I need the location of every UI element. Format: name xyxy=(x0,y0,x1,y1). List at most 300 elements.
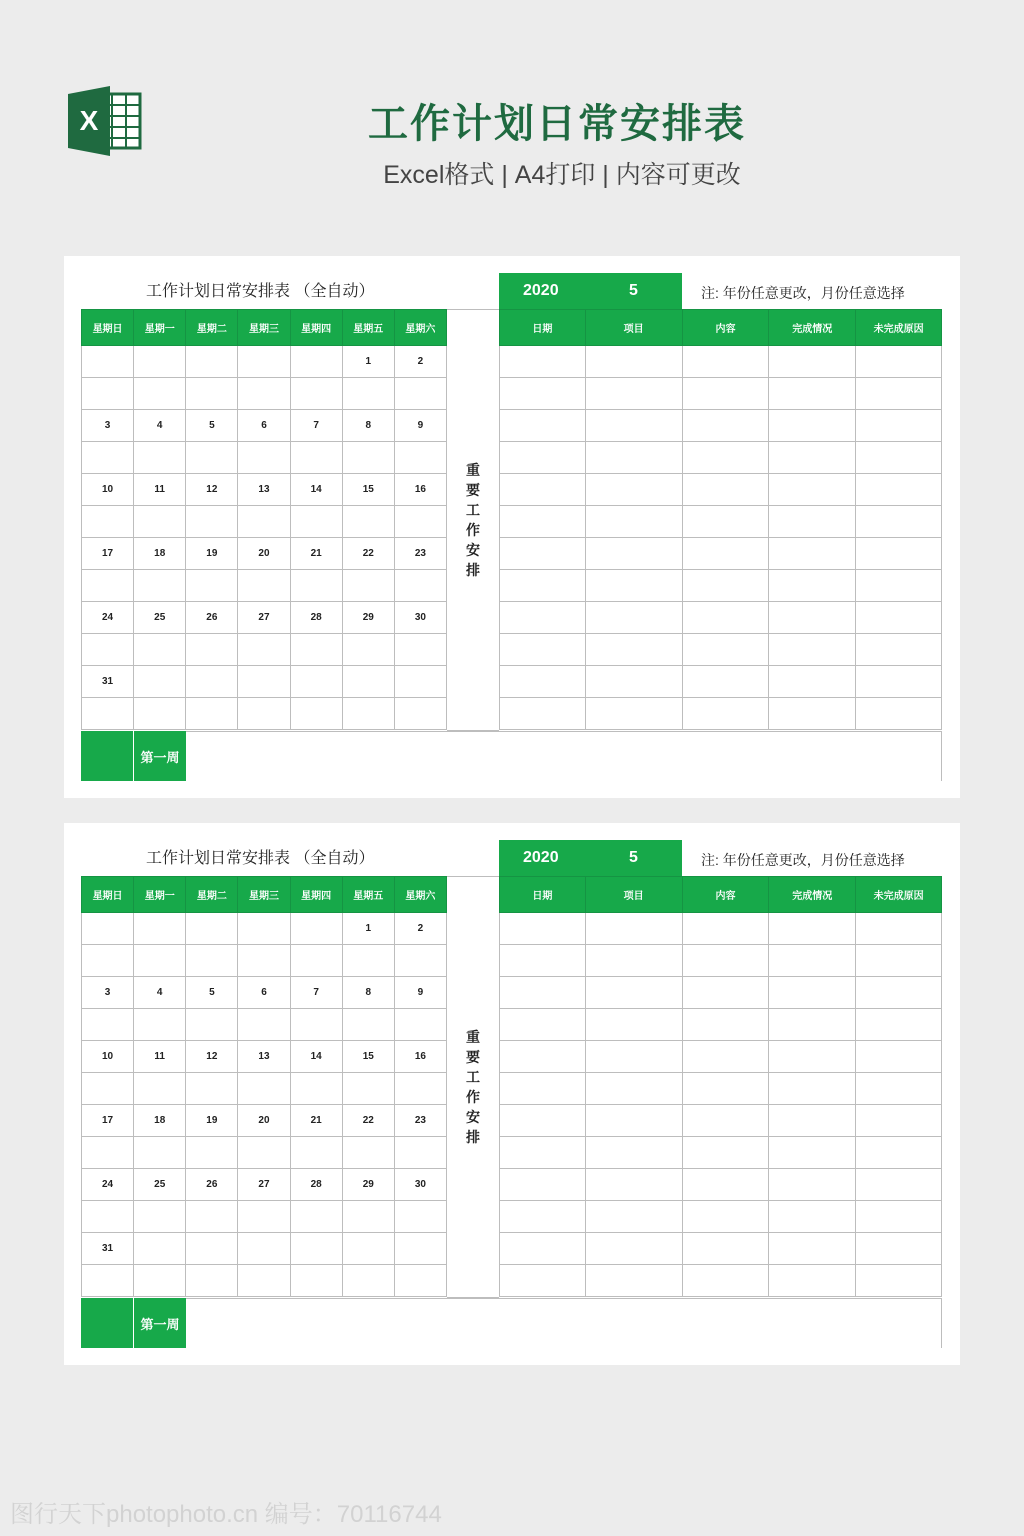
plan-cell[interactable] xyxy=(769,410,856,442)
calendar-cell[interactable]: 19 xyxy=(186,538,238,570)
plan-cell[interactable] xyxy=(856,977,942,1009)
calendar-cell[interactable] xyxy=(238,1201,290,1233)
calendar-cell[interactable]: 24 xyxy=(82,602,134,634)
plan-cell[interactable] xyxy=(769,977,856,1009)
calendar-cell[interactable]: 1 xyxy=(342,346,394,378)
plan-cell[interactable] xyxy=(500,1169,586,1201)
year-month-box[interactable] xyxy=(499,840,682,876)
plan-cell[interactable] xyxy=(500,538,586,570)
calendar-cell[interactable] xyxy=(394,1233,446,1265)
calendar-cell[interactable] xyxy=(238,666,290,698)
plan-cell[interactable] xyxy=(856,538,942,570)
calendar-cell[interactable]: 7 xyxy=(290,410,342,442)
plan-cell[interactable] xyxy=(769,1041,856,1073)
calendar-cell[interactable]: 13 xyxy=(238,1041,290,1073)
calendar-cell[interactable]: 31 xyxy=(82,666,134,698)
plan-cell[interactable] xyxy=(856,1105,942,1137)
calendar-cell[interactable]: 2 xyxy=(394,346,446,378)
plan-cell[interactable] xyxy=(585,1201,682,1233)
calendar-cell[interactable] xyxy=(342,698,394,730)
calendar-cell[interactable] xyxy=(134,1233,186,1265)
plan-cell[interactable] xyxy=(769,602,856,634)
plan-cell[interactable] xyxy=(856,1201,942,1233)
calendar-cell[interactable]: 15 xyxy=(342,1041,394,1073)
calendar-cell[interactable] xyxy=(134,1265,186,1297)
calendar-cell[interactable]: 14 xyxy=(290,1041,342,1073)
calendar-cell[interactable] xyxy=(238,1137,290,1169)
plan-cell[interactable] xyxy=(682,1105,769,1137)
calendar-cell[interactable]: 20 xyxy=(238,538,290,570)
calendar-cell[interactable]: 5 xyxy=(186,410,238,442)
plan-cell[interactable] xyxy=(585,666,682,698)
calendar-cell[interactable] xyxy=(290,945,342,977)
calendar-cell[interactable]: 29 xyxy=(342,602,394,634)
plan-cell[interactable] xyxy=(856,1041,942,1073)
calendar-cell[interactable] xyxy=(186,506,238,538)
plan-cell[interactable] xyxy=(500,1265,586,1297)
calendar-cell[interactable] xyxy=(134,570,186,602)
calendar-cell[interactable] xyxy=(186,698,238,730)
calendar-cell[interactable] xyxy=(290,346,342,378)
plan-cell[interactable] xyxy=(769,1137,856,1169)
plan-cell[interactable] xyxy=(500,1041,586,1073)
plan-cell[interactable] xyxy=(682,474,769,506)
calendar-cell[interactable] xyxy=(238,1265,290,1297)
calendar-cell[interactable] xyxy=(134,945,186,977)
plan-cell[interactable] xyxy=(682,1201,769,1233)
calendar-cell[interactable]: 17 xyxy=(82,538,134,570)
calendar-cell[interactable] xyxy=(186,1265,238,1297)
plan-cell[interactable] xyxy=(856,1137,942,1169)
plan-cell[interactable] xyxy=(585,1073,682,1105)
plan-cell[interactable] xyxy=(500,570,586,602)
calendar-cell[interactable] xyxy=(238,570,290,602)
calendar-cell[interactable] xyxy=(186,945,238,977)
calendar-cell[interactable]: 6 xyxy=(238,410,290,442)
calendar-cell[interactable]: 28 xyxy=(290,602,342,634)
calendar-cell[interactable]: 20 xyxy=(238,1105,290,1137)
plan-cell[interactable] xyxy=(856,634,942,666)
plan-cell[interactable] xyxy=(585,506,682,538)
plan-cell[interactable] xyxy=(856,346,942,378)
calendar-cell[interactable] xyxy=(238,378,290,410)
plan-cell[interactable] xyxy=(585,410,682,442)
calendar-cell[interactable] xyxy=(394,1009,446,1041)
plan-cell[interactable] xyxy=(585,1265,682,1297)
calendar-cell[interactable]: 17 xyxy=(82,1105,134,1137)
calendar-cell[interactable]: 6 xyxy=(238,977,290,1009)
plan-cell[interactable] xyxy=(769,666,856,698)
plan-cell[interactable] xyxy=(769,1201,856,1233)
plan-cell[interactable] xyxy=(769,1009,856,1041)
plan-cell[interactable] xyxy=(769,378,856,410)
plan-cell[interactable] xyxy=(682,1041,769,1073)
plan-cell[interactable] xyxy=(585,913,682,945)
calendar-cell[interactable] xyxy=(290,913,342,945)
calendar-cell[interactable] xyxy=(238,913,290,945)
plan-cell[interactable] xyxy=(856,945,942,977)
plan-cell[interactable] xyxy=(856,378,942,410)
plan-cell[interactable] xyxy=(682,1137,769,1169)
calendar-cell[interactable] xyxy=(82,698,134,730)
calendar-cell[interactable] xyxy=(134,442,186,474)
calendar-cell[interactable] xyxy=(290,378,342,410)
calendar-cell[interactable] xyxy=(238,634,290,666)
calendar-cell[interactable]: 14 xyxy=(290,474,342,506)
calendar-cell[interactable]: 18 xyxy=(134,1105,186,1137)
calendar-cell[interactable]: 3 xyxy=(82,410,134,442)
calendar-cell[interactable] xyxy=(394,666,446,698)
calendar-cell[interactable]: 22 xyxy=(342,538,394,570)
plan-cell[interactable] xyxy=(585,698,682,730)
calendar-cell[interactable] xyxy=(394,442,446,474)
plan-cell[interactable] xyxy=(856,1169,942,1201)
plan-cell[interactable] xyxy=(500,410,586,442)
plan-cell[interactable] xyxy=(585,1105,682,1137)
week-footer xyxy=(81,731,942,781)
calendar-cell[interactable] xyxy=(134,1201,186,1233)
plan-cell[interactable] xyxy=(682,945,769,977)
plan-cell[interactable] xyxy=(856,698,942,730)
calendar-cell[interactable]: 1 xyxy=(342,913,394,945)
calendar-cell[interactable] xyxy=(290,1073,342,1105)
plan-cell[interactable] xyxy=(585,1041,682,1073)
calendar-cell[interactable] xyxy=(342,506,394,538)
calendar-cell[interactable] xyxy=(394,698,446,730)
calendar-cell[interactable] xyxy=(134,1137,186,1169)
plan-cell[interactable] xyxy=(500,698,586,730)
plan-cell[interactable] xyxy=(585,346,682,378)
plan-cell[interactable] xyxy=(856,1073,942,1105)
plan-cell[interactable] xyxy=(769,1073,856,1105)
footer-divider xyxy=(186,731,941,732)
plan-cell[interactable] xyxy=(682,346,769,378)
plan-cell[interactable] xyxy=(682,634,769,666)
calendar-cell[interactable] xyxy=(238,1233,290,1265)
calendar-cell[interactable] xyxy=(394,1137,446,1169)
calendar-cell[interactable]: 21 xyxy=(290,538,342,570)
plan-cell[interactable] xyxy=(500,1009,586,1041)
plan-cell[interactable] xyxy=(500,506,586,538)
calendar-cell[interactable] xyxy=(394,1201,446,1233)
calendar-cell[interactable] xyxy=(186,1201,238,1233)
plan-cell[interactable] xyxy=(585,378,682,410)
plan-cell[interactable] xyxy=(856,570,942,602)
plan-cell[interactable] xyxy=(585,1233,682,1265)
calendar-cell[interactable] xyxy=(186,913,238,945)
plan-header: 内容 xyxy=(682,310,769,346)
calendar-cell[interactable]: 27 xyxy=(238,1169,290,1201)
calendar-cell[interactable] xyxy=(134,666,186,698)
plan-cell[interactable] xyxy=(682,1233,769,1265)
calendar-cell[interactable] xyxy=(238,698,290,730)
plan-cell[interactable] xyxy=(585,602,682,634)
plan-cell[interactable] xyxy=(585,570,682,602)
calendar-cell[interactable]: 21 xyxy=(290,1105,342,1137)
calendar-cell[interactable] xyxy=(394,378,446,410)
calendar-cell[interactable]: 12 xyxy=(186,1041,238,1073)
plan-cell[interactable] xyxy=(682,1265,769,1297)
calendar-cell[interactable] xyxy=(186,634,238,666)
calendar-cell[interactable]: 18 xyxy=(134,538,186,570)
calendar-cell[interactable]: 9 xyxy=(394,410,446,442)
plan-cell[interactable] xyxy=(682,1169,769,1201)
calendar-cell[interactable] xyxy=(290,1265,342,1297)
calendar-cell[interactable] xyxy=(290,634,342,666)
plan-cell[interactable] xyxy=(500,474,586,506)
plan-cell[interactable] xyxy=(682,1009,769,1041)
calendar-cell[interactable]: 11 xyxy=(134,1041,186,1073)
calendar-cell[interactable]: 13 xyxy=(238,474,290,506)
calendar-cell[interactable] xyxy=(186,378,238,410)
plan-cell[interactable] xyxy=(585,442,682,474)
plan-cell[interactable] xyxy=(500,602,586,634)
calendar-cell[interactable]: 5 xyxy=(186,977,238,1009)
calendar-cell[interactable] xyxy=(290,698,342,730)
calendar-cell[interactable] xyxy=(394,1073,446,1105)
plan-cell[interactable] xyxy=(585,1169,682,1201)
calendar-cell[interactable] xyxy=(290,506,342,538)
plan-cell[interactable] xyxy=(769,913,856,945)
calendar-cell[interactable]: 26 xyxy=(186,1169,238,1201)
year-value[interactable]: 2020 xyxy=(523,849,559,866)
plan-cell[interactable] xyxy=(500,913,586,945)
calendar-cell[interactable]: 9 xyxy=(394,977,446,1009)
calendar-cell[interactable]: 2 xyxy=(394,913,446,945)
calendar-cell[interactable] xyxy=(342,1201,394,1233)
calendar-cell[interactable]: 11 xyxy=(134,474,186,506)
plan-cell[interactable] xyxy=(856,506,942,538)
plan-cell[interactable] xyxy=(856,913,942,945)
calendar-cell[interactable] xyxy=(394,506,446,538)
plan-cell[interactable] xyxy=(500,666,586,698)
year-month-box[interactable] xyxy=(499,273,682,309)
plan-cell[interactable] xyxy=(682,410,769,442)
calendar-cell[interactable]: 4 xyxy=(134,410,186,442)
calendar-cell[interactable] xyxy=(82,634,134,666)
calendar-cell[interactable] xyxy=(342,1233,394,1265)
calendar-cell[interactable]: 28 xyxy=(290,1169,342,1201)
calendar-cell[interactable] xyxy=(342,442,394,474)
plan-cell[interactable] xyxy=(856,1009,942,1041)
calendar-cell[interactable] xyxy=(186,1233,238,1265)
calendar-cell[interactable]: 10 xyxy=(82,474,134,506)
calendar-cell[interactable] xyxy=(342,634,394,666)
plan-cell[interactable] xyxy=(769,698,856,730)
plan-cell[interactable] xyxy=(856,410,942,442)
plan-cell[interactable] xyxy=(769,506,856,538)
plan-cell[interactable] xyxy=(500,1073,586,1105)
calendar-cell[interactable]: 30 xyxy=(394,1169,446,1201)
calendar-cell[interactable] xyxy=(82,506,134,538)
plan-cell[interactable] xyxy=(500,977,586,1009)
plan-cell[interactable] xyxy=(585,945,682,977)
calendar-cell[interactable] xyxy=(134,1009,186,1041)
calendar-cell[interactable] xyxy=(82,1073,134,1105)
calendar-cell[interactable]: 8 xyxy=(342,410,394,442)
plan-cell[interactable] xyxy=(856,602,942,634)
plan-cell[interactable] xyxy=(769,474,856,506)
calendar-cell[interactable] xyxy=(290,1201,342,1233)
calendar-cell[interactable] xyxy=(238,945,290,977)
calendar-cell[interactable] xyxy=(82,1137,134,1169)
calendar-cell[interactable] xyxy=(342,666,394,698)
calendar-cell[interactable] xyxy=(290,1009,342,1041)
calendar-cell[interactable] xyxy=(186,1009,238,1041)
plan-cell[interactable] xyxy=(585,1137,682,1169)
calendar-cell[interactable] xyxy=(394,945,446,977)
calendar-cell[interactable]: 24 xyxy=(82,1169,134,1201)
plan-cell[interactable] xyxy=(682,698,769,730)
calendar-cell[interactable]: 16 xyxy=(394,474,446,506)
calendar-cell[interactable]: 31 xyxy=(82,1233,134,1265)
calendar-cell[interactable]: 3 xyxy=(82,977,134,1009)
calendar-cell[interactable] xyxy=(82,945,134,977)
calendar-cell[interactable] xyxy=(290,1233,342,1265)
calendar-cell[interactable]: 26 xyxy=(186,602,238,634)
plan-cell[interactable] xyxy=(856,1265,942,1297)
calendar-cell[interactable] xyxy=(186,442,238,474)
plan-cell[interactable] xyxy=(500,945,586,977)
plan-cell[interactable] xyxy=(682,538,769,570)
calendar-cell[interactable]: 8 xyxy=(342,977,394,1009)
plan-cell[interactable] xyxy=(682,977,769,1009)
calendar-cell[interactable] xyxy=(186,346,238,378)
calendar-cell[interactable] xyxy=(290,442,342,474)
plan-cell[interactable] xyxy=(769,1233,856,1265)
plan-cell[interactable] xyxy=(682,506,769,538)
calendar-cell[interactable] xyxy=(394,634,446,666)
calendar-cell[interactable] xyxy=(238,506,290,538)
plan-cell[interactable] xyxy=(585,538,682,570)
calendar-cell[interactable] xyxy=(134,634,186,666)
plan-cell[interactable] xyxy=(769,1265,856,1297)
plan-cell[interactable] xyxy=(682,378,769,410)
plan-cell[interactable] xyxy=(682,1073,769,1105)
weekday-header: 星期二 xyxy=(186,877,238,913)
calendar-cell[interactable] xyxy=(342,1265,394,1297)
calendar-cell[interactable] xyxy=(134,506,186,538)
calendar-cell[interactable] xyxy=(342,570,394,602)
calendar-cell[interactable]: 7 xyxy=(290,977,342,1009)
calendar-cell[interactable] xyxy=(82,1201,134,1233)
calendar-cell[interactable] xyxy=(342,1137,394,1169)
month-value[interactable]: 5 xyxy=(629,282,638,299)
calendar-cell[interactable] xyxy=(342,378,394,410)
calendar-cell[interactable] xyxy=(238,1009,290,1041)
plan-cell[interactable] xyxy=(856,1233,942,1265)
plan-cell[interactable] xyxy=(769,442,856,474)
plan-cell[interactable] xyxy=(500,346,586,378)
calendar-row xyxy=(82,442,447,474)
plan-cell[interactable] xyxy=(500,442,586,474)
plan-cell[interactable] xyxy=(682,442,769,474)
calendar-cell[interactable] xyxy=(82,346,134,378)
calendar-cell[interactable] xyxy=(186,1137,238,1169)
calendar-cell[interactable] xyxy=(238,1073,290,1105)
calendar-cell[interactable] xyxy=(342,945,394,977)
month-value[interactable]: 5 xyxy=(629,849,638,866)
calendar-cell[interactable] xyxy=(290,1137,342,1169)
calendar-cell[interactable]: 16 xyxy=(394,1041,446,1073)
plan-cell[interactable] xyxy=(585,977,682,1009)
plan-cell[interactable] xyxy=(856,666,942,698)
calendar-cell[interactable] xyxy=(186,570,238,602)
plan-cell[interactable] xyxy=(769,1169,856,1201)
plan-cell[interactable] xyxy=(500,1201,586,1233)
calendar-cell[interactable] xyxy=(134,698,186,730)
calendar-cell[interactable]: 25 xyxy=(134,602,186,634)
plan-cell[interactable] xyxy=(585,474,682,506)
plan-cell[interactable] xyxy=(682,602,769,634)
plan-cell[interactable] xyxy=(682,913,769,945)
plan-cell[interactable] xyxy=(682,570,769,602)
plan-cell[interactable] xyxy=(585,1009,682,1041)
plan-cell[interactable] xyxy=(500,1137,586,1169)
year-value[interactable]: 2020 xyxy=(523,282,559,299)
plan-cell[interactable] xyxy=(500,634,586,666)
calendar-cell[interactable] xyxy=(134,378,186,410)
calendar-cell[interactable] xyxy=(342,1073,394,1105)
calendar-cell[interactable] xyxy=(134,346,186,378)
plan-cell[interactable] xyxy=(856,442,942,474)
plan-cell[interactable] xyxy=(585,634,682,666)
plan-cell[interactable] xyxy=(769,1105,856,1137)
calendar-cell[interactable] xyxy=(238,442,290,474)
calendar-cell[interactable]: 12 xyxy=(186,474,238,506)
plan-cell[interactable] xyxy=(500,1233,586,1265)
calendar-cell[interactable]: 23 xyxy=(394,1105,446,1137)
calendar-cell[interactable]: 27 xyxy=(238,602,290,634)
calendar-cell[interactable]: 30 xyxy=(394,602,446,634)
calendar-cell[interactable]: 22 xyxy=(342,1105,394,1137)
calendar-cell[interactable] xyxy=(134,1073,186,1105)
calendar-cell[interactable] xyxy=(186,1073,238,1105)
calendar-cell[interactable] xyxy=(290,666,342,698)
plan-cell[interactable] xyxy=(769,634,856,666)
plan-cell[interactable] xyxy=(682,666,769,698)
calendar-cell[interactable] xyxy=(82,1009,134,1041)
plan-cell[interactable] xyxy=(500,1105,586,1137)
important-work-label xyxy=(447,309,499,731)
calendar-cell[interactable] xyxy=(82,913,134,945)
calendar-cell[interactable] xyxy=(82,570,134,602)
calendar-cell[interactable]: 15 xyxy=(342,474,394,506)
calendar-cell[interactable] xyxy=(186,666,238,698)
calendar-cell[interactable] xyxy=(290,570,342,602)
calendar-cell[interactable]: 10 xyxy=(82,1041,134,1073)
plan-cell[interactable] xyxy=(500,378,586,410)
calendar-cell[interactable] xyxy=(342,1009,394,1041)
plan-cell[interactable] xyxy=(769,538,856,570)
calendar-cell[interactable]: 29 xyxy=(342,1169,394,1201)
calendar-cell[interactable] xyxy=(394,570,446,602)
calendar-cell[interactable]: 25 xyxy=(134,1169,186,1201)
calendar-cell[interactable] xyxy=(82,378,134,410)
calendar-cell[interactable] xyxy=(394,1265,446,1297)
plan-cell[interactable] xyxy=(769,346,856,378)
calendar-cell[interactable]: 19 xyxy=(186,1105,238,1137)
calendar-cell[interactable] xyxy=(82,1265,134,1297)
calendar-cell[interactable] xyxy=(82,442,134,474)
calendar-cell[interactable] xyxy=(238,346,290,378)
calendar-cell[interactable]: 23 xyxy=(394,538,446,570)
calendar-cell[interactable]: 4 xyxy=(134,977,186,1009)
plan-cell[interactable] xyxy=(769,945,856,977)
calendar-cell[interactable] xyxy=(134,913,186,945)
plan-cell[interactable] xyxy=(856,474,942,506)
plan-cell[interactable] xyxy=(769,570,856,602)
